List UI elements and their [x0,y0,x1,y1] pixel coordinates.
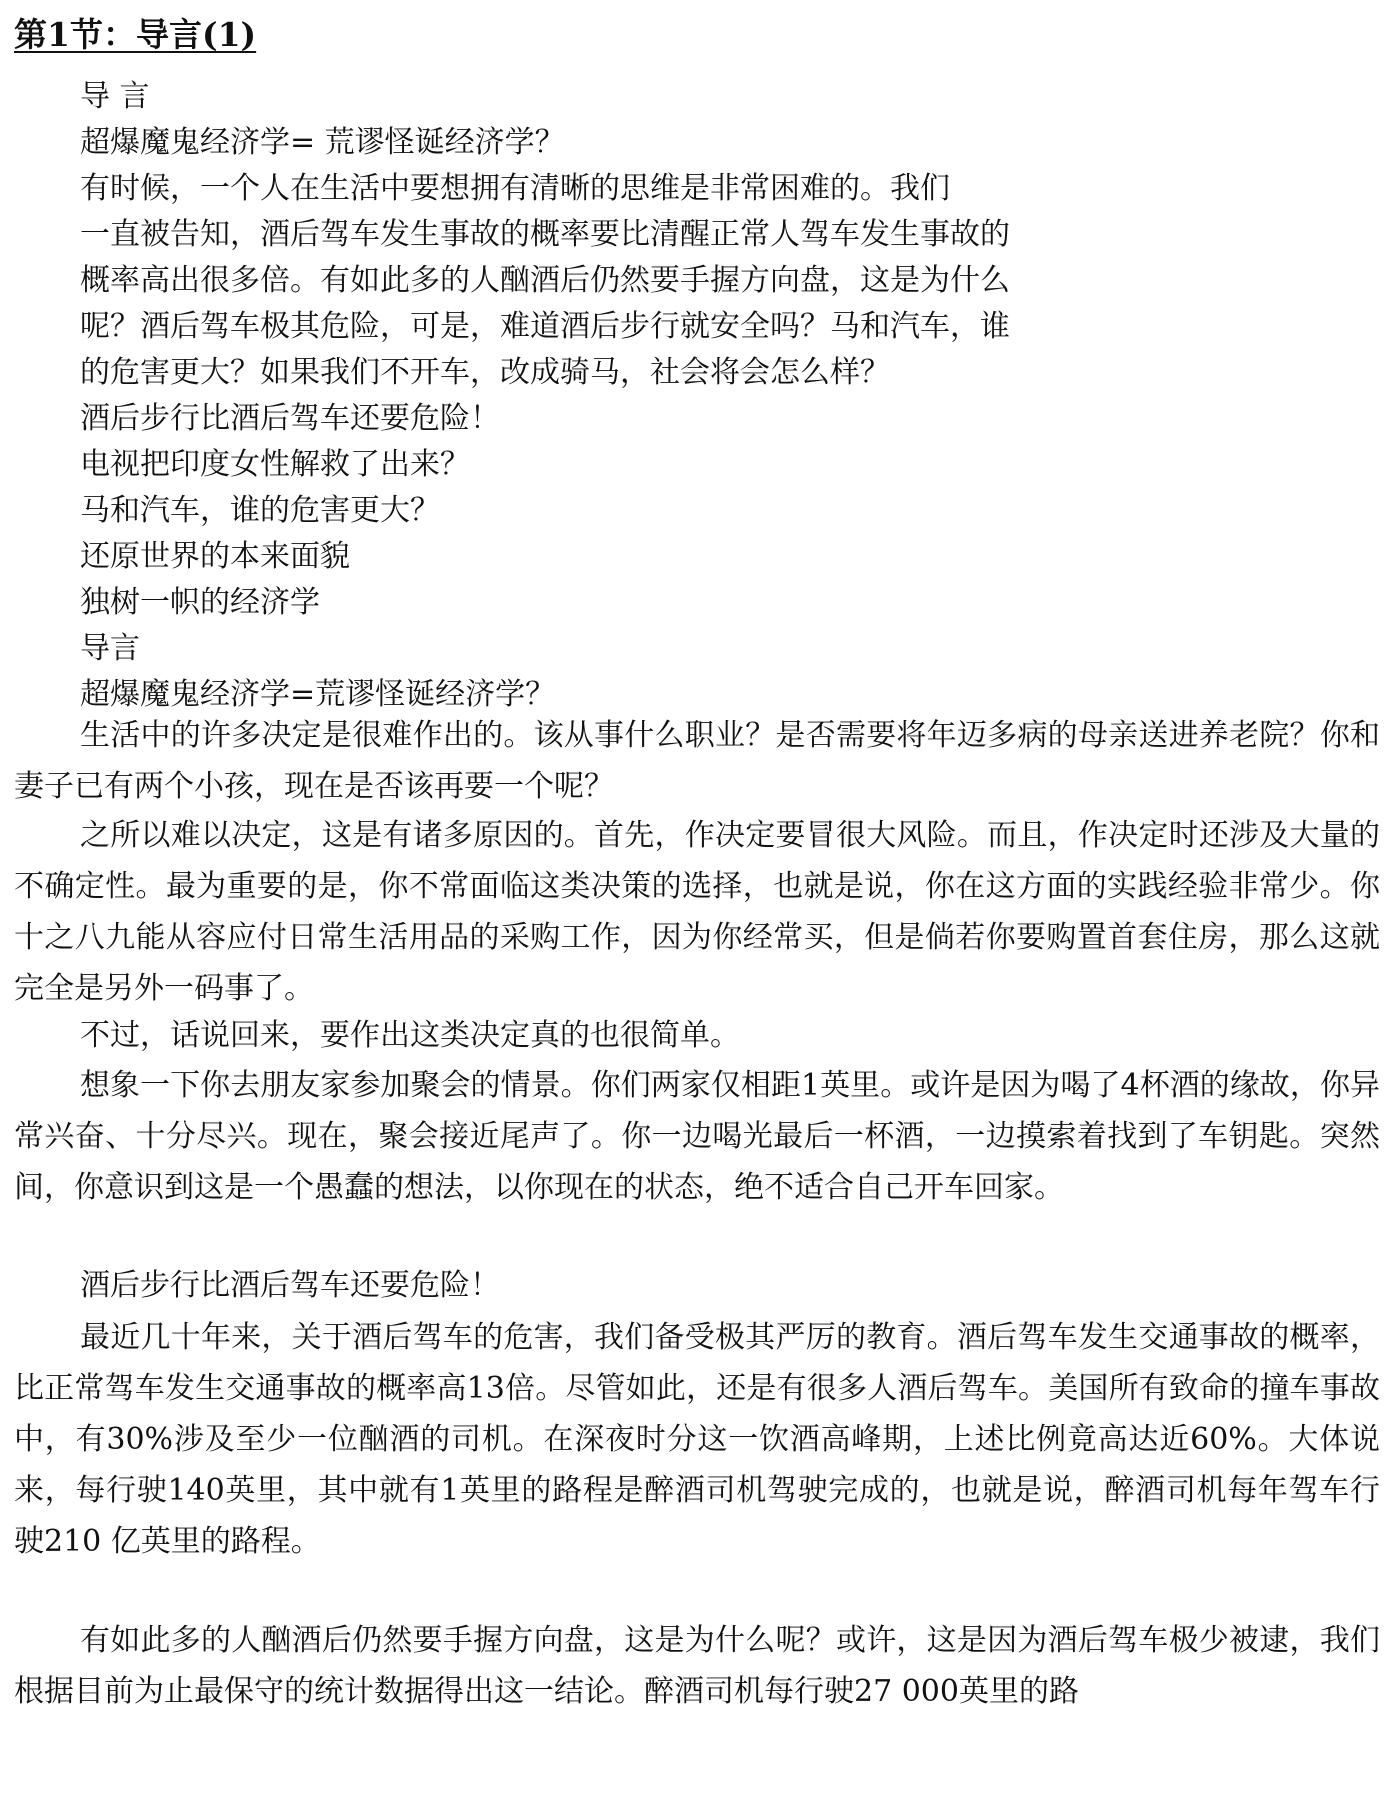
toc-line: 有时候，一个人在生活中要想拥有清晰的思维是非常困难的。我们 [80,171,950,206]
toc-line: 超爆魔鬼经济学= 荒谬怪诞经济学？ [80,125,565,160]
toc-line: 导 言 [80,79,150,114]
body-paragraph: 想象一下你去朋友家参加聚会的情景。你们两家仅相距1英里。或许是因为喝了4杯酒的缘故，你异常兴奋、十分尽兴。现在，聚会接近尾声了。你一边喝光最后一杯酒，一边摸索着找到了车钥匙。突然间，你意识到这是一个愚蠢的想法，以你现在的状态，绝不适合自己开车回家。 [14,1068,1380,1205]
toc-line: 马和汽车，谁的危害更大？ [80,493,440,528]
page-title: 第1节：导言(1) [14,15,257,54]
toc-line: 一直被告知，酒后驾车发生事故的概率要比清醒正常人驾车发生事故的 [80,217,1010,252]
body-paragraph: 最近几十年来，关于酒后驾车的危害，我们备受极其严厉的教育。酒后驾车发生交通事故的概率，比正常驾车发生交通事故的概率高13倍。尽管如此，还是有很多人酒后驾车。美国所有致命的撞车事故中，有30%涉及至少一位酗酒的司机。在深夜时分这一饮酒高峰期，上述比例竟高达近60%。大体说来，每行驶140英里，其中就有1英里的路程是醉酒司机驾驶完成的，也就是说，醉酒司机每年驾车行驶210 亿英里的路程。 [14,1320,1380,1559]
body-paragraph: 有如此多的人酗酒后仍然要手握方向盘，这是为什么呢？或许，这是因为酒后驾车极少被逮，我们根据目前为止最保守的统计数据得出这一结论。醉酒司机每行驶27 000英里的路 [14,1623,1380,1709]
body-paragraph: 不过，话说回来，要作出这类决定真的也很简单。 [80,1018,740,1053]
toc-line: 导言 [80,631,140,666]
toc-line: 超爆魔鬼经济学=荒谬怪诞经济学？ [80,677,556,712]
body-paragraph: 酒后步行比酒后驾车还要危险！ [80,1268,500,1303]
toc-line: 呢？酒后驾车极其危险，可是，难道酒后步行就安全吗？马和汽车，谁 [80,309,1010,344]
toc-line: 还原世界的本来面貌 [80,539,350,574]
body-paragraph: 生活中的许多决定是很难作出的。该从事什么职业？是否需要将年迈多病的母亲送进养老院？你和妻子已有两个小孩，现在是否该再要一个呢？ [14,718,1380,804]
toc-line: 概率高出很多倍。有如此多的人酗酒后仍然要手握方向盘，这是为什么 [80,263,1010,298]
body-paragraph: 之所以难以决定，这是有诸多原因的。首先，作决定要冒很大风险。而且，作决定时还涉及大量的不确定性。最为重要的是，你不常面临这类决策的选择，也就是说，你在这方面的实践经验非常少。你十之八九能从容应付日常生活用品的采购工作，因为你经常买，但是倘若你要购置首套住房，那么这就完全是另外一码事了。 [14,818,1380,1006]
toc-line: 电视把印度女性解救了出来？ [80,447,470,482]
toc-line: 酒后步行比酒后驾车还要危险！ [80,401,500,436]
toc-line: 的危害更大？如果我们不开车，改成骑马，社会将会怎么样？ [80,355,890,390]
toc-line: 独树一帜的经济学 [80,585,320,620]
